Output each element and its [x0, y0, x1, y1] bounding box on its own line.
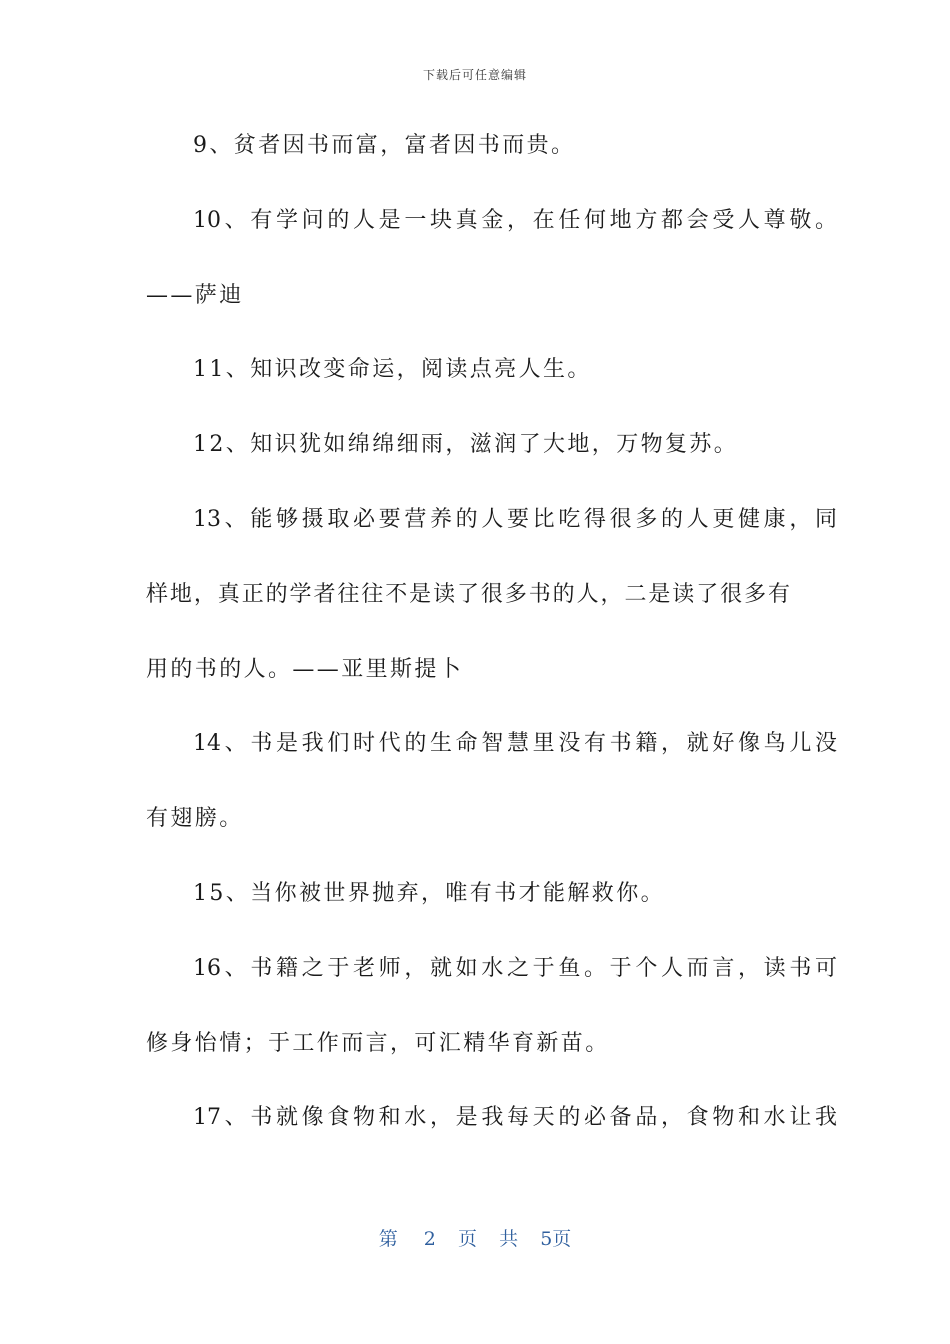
- text-line: 修身怡情；于工作而言，可汇精华育新苗。: [146, 1030, 610, 1056]
- text-line: 9、贫者因书而富，富者因书而贵。: [193, 133, 576, 158]
- text-line: 12、知识犹如绵绵细雨，滋润了大地，万物复苏。: [193, 432, 739, 458]
- text-line: 10、有学问的人是一块真金，在任何地方都会受人尊敬。: [193, 207, 837, 233]
- text-line: 有翅膀。: [146, 806, 244, 832]
- footer-current-page: 2: [423, 1228, 436, 1250]
- text-line: 样地，真正的学者往往不是读了很多书的人，二是读了很多有: [146, 581, 790, 607]
- text-line: 13、能够摄取必要营养的人要比吃得很多的人更健康，同: [193, 506, 837, 532]
- footer-total-pages: 5页: [540, 1228, 572, 1250]
- text-line: 用的书的人。——亚里斯提卜: [146, 656, 464, 682]
- page-footer: [0, 1224, 950, 1251]
- page-header-note: 下载后可任意编辑: [422, 68, 527, 82]
- text-line: 17、书就像食物和水，是我每天的必备品，食物和水让我: [193, 1105, 837, 1131]
- document-body: [146, 126, 837, 1173]
- footer-prefix: 第: [378, 1228, 398, 1250]
- footer-total-label: 共: [499, 1228, 519, 1250]
- text-line: 14、书是我们时代的生命智慧里没有书籍，就好像鸟儿没: [193, 731, 837, 757]
- text-line: 11、知识改变命运，阅读点亮人生。: [193, 357, 592, 383]
- text-line: 16、书籍之于老师，就如水之于鱼。于个人而言，读书可: [193, 955, 837, 981]
- footer-page-label: 页: [457, 1228, 477, 1250]
- text-line: ——萨迪: [146, 282, 244, 308]
- text-line: 15、当你被世界抛弃，唯有书才能解救你。: [193, 880, 665, 906]
